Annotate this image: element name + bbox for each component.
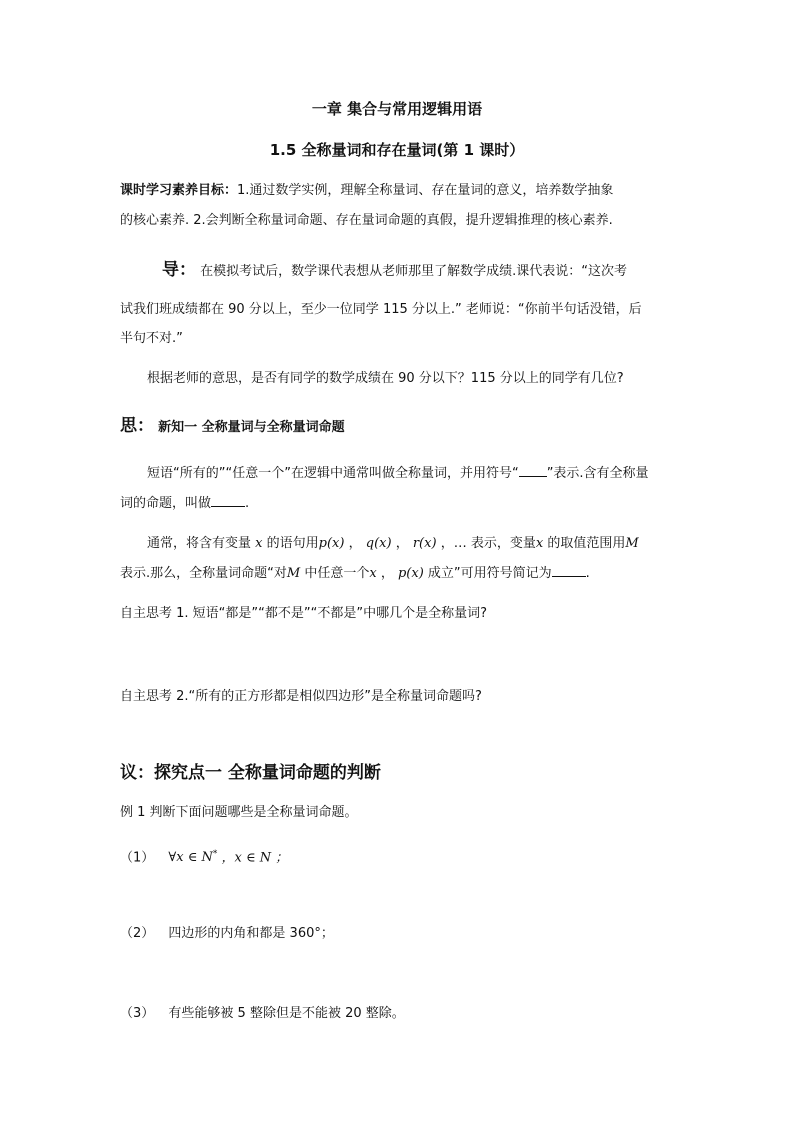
think-marker: 思： [120, 416, 154, 436]
think-p2-sep-2: ， [395, 536, 409, 551]
intro-text-1: 在模拟考试后，数学课代表想从老师那里了解数学成绩.课代表说：“这次考 [200, 264, 628, 279]
goals-line-2: 的核心素养. 2.会判断全称量词命题、存在量词命题的真假，提升逻辑推理的核心素养. [120, 213, 613, 228]
think-para1-line1 [147, 464, 649, 483]
goals-label: 课时学习素养目标： [120, 183, 238, 198]
think-p3-text-b: 中任意一个 [304, 566, 370, 581]
math-rx: r(x) [412, 536, 437, 551]
discuss-heading: 议：探究点一 全称量词命题的判断 [120, 763, 381, 783]
item-1-number: （1） [120, 850, 155, 866]
intro-question: 根据老师的意思，是否有同学的数学成绩在 90 分以下？115 分以上的同学有几位? [147, 371, 624, 386]
self-think-2: 自主思考 2.“所有的正方形都是相似四边形”是全称量词命题吗? [120, 689, 482, 704]
intro-line-3: 半句不对.” [120, 331, 183, 346]
goals-text-1: 1.通过数学实例，理解全称量词、存在量词的意义，培养数学抽象 [237, 183, 614, 198]
item-1-math-b: ，x ∈ N ； [221, 850, 289, 866]
example-item-1 [120, 845, 288, 867]
intro-line-1 [162, 261, 627, 281]
lesson-title: 1.5 全称量词和存在量词(第 1 课时） [269, 141, 525, 159]
think-p2-sep-1: ， [348, 536, 362, 551]
goals-line-1 [120, 182, 613, 200]
item-2-number: （2） [120, 926, 155, 941]
think-p3-sep: ， [380, 566, 394, 581]
notation-blank [552, 564, 586, 577]
think-p2-text-b: 的语句用 [266, 536, 319, 551]
math-var-x-2: x [535, 536, 544, 551]
example-item-2 [120, 925, 334, 943]
think-heading: 新知一 全称量词与全称量词命题 [158, 420, 345, 435]
math-var-x: x [255, 536, 263, 551]
think-p1-text-a: 短语“所有的”“任意一个”在逻辑中通常叫做全称量词，并用符号“ [147, 466, 519, 481]
think-para2-line1 [147, 535, 639, 553]
think-p3-text-c: 成立”可用符号简记为 [427, 566, 552, 581]
intro-marker: 导： [162, 260, 196, 280]
example-item-3 [120, 1005, 405, 1023]
item-3-text: 有些能够被 5 整除但是不能被 20 整除。 [168, 1006, 405, 1021]
think-para2-line2 [120, 564, 590, 583]
symbol-blank [519, 464, 547, 477]
math-var-x-3: x [369, 566, 377, 581]
math-px: p(x) [318, 536, 345, 551]
example-1: 例 1 判断下面问题哪些是全称量词命题。 [120, 805, 358, 820]
self-think-1: 自主思考 1. 短语“都是”“都不是”“不都是”中哪几个是全称量词? [120, 606, 487, 621]
think-p3-text-a: 表示.那么，全称量词命题“对 [120, 566, 287, 581]
math-qx: q(x) [365, 536, 392, 551]
think-p1-text-b: ”表示.含有全称量 [546, 466, 649, 481]
math-set-m: M [625, 536, 639, 551]
chapter-title: 一章 集合与常用逻辑用语 [311, 100, 483, 118]
intro-line-2: 试我们班成绩都在 90 分以上，至少一位同学 115 分以上.” 老师说：“你前半句话没错，后 [120, 302, 642, 317]
math-set-m-2: M [286, 566, 301, 581]
think-p2-text-c: ，… 表示，变量 [440, 536, 536, 551]
item-1-math-sup: * [212, 849, 218, 859]
name-blank [211, 494, 245, 507]
think-para1-line2 [120, 494, 249, 513]
think-p1-text-d: . [245, 496, 250, 511]
think-p2-text-d: 的取值范围用 [547, 536, 626, 551]
think-p3-text-d: . [585, 566, 590, 581]
think-p2-text-a: 通常，将含有变量 [147, 536, 252, 551]
think-p1-text-c: 词的命题，叫做 [120, 496, 212, 511]
item-1-math-a: ∀x ∈ N [168, 850, 213, 866]
math-px-2: p(x) [397, 566, 424, 581]
item-3-number: （3） [120, 1006, 155, 1021]
think-heading-line [120, 417, 345, 437]
item-2-text: 四边形的内角和都是 360°； [168, 926, 334, 941]
